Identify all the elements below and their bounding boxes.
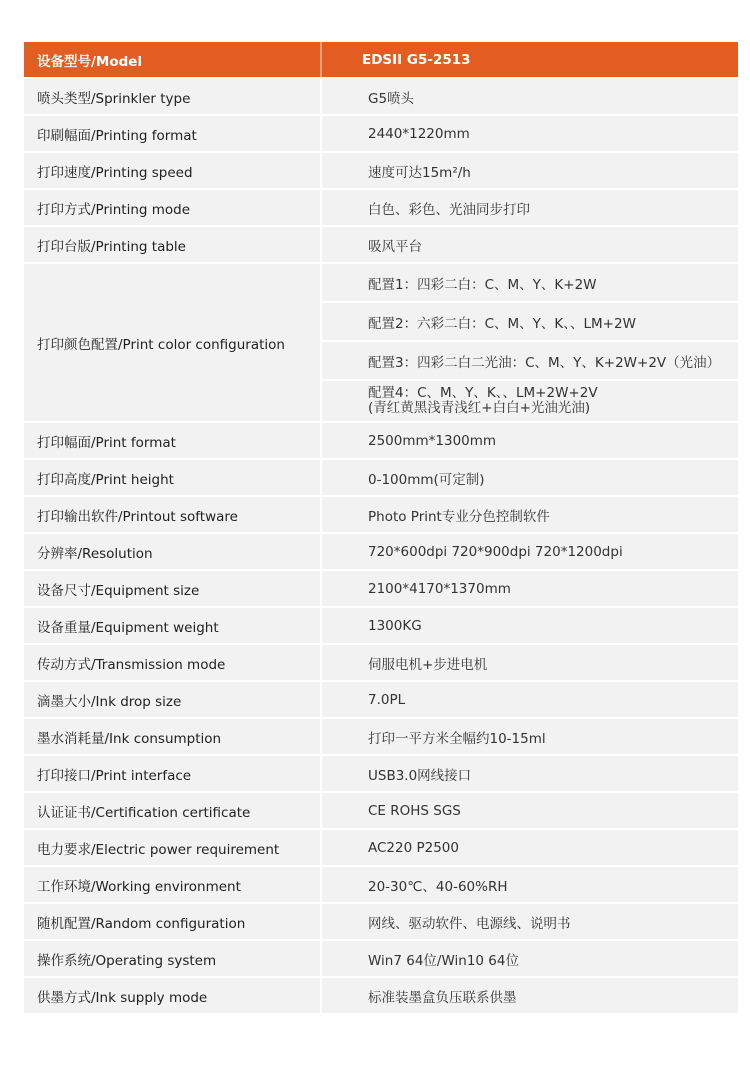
row-label: 工作环境/Working environment bbox=[24, 867, 322, 902]
row-label: 随机配置/Random configuration bbox=[24, 904, 322, 939]
row-value: 7.0PL bbox=[368, 691, 406, 708]
table-row bbox=[24, 904, 738, 941]
row-label: 打印台版/Printing table bbox=[24, 227, 322, 262]
table-row bbox=[24, 190, 738, 227]
row-label: 设备尺寸/Equipment size bbox=[24, 571, 322, 606]
spec-table bbox=[24, 42, 738, 1015]
table-row bbox=[24, 534, 738, 571]
row-value: 白色、彩色、光油同步打印 bbox=[368, 201, 530, 218]
row-label: 传动方式/Transmission mode bbox=[24, 645, 322, 680]
color-config-item: 配置1：四彩二白：C、M、Y、K+2W bbox=[322, 264, 738, 303]
row-label: 分辨率/Resolution bbox=[24, 534, 322, 569]
row-value: 伺服电机+步进电机 bbox=[368, 656, 488, 673]
row-value: 打印一平方米全幅约10-15ml bbox=[368, 730, 546, 747]
row-label: 滴墨大小/Ink drop size bbox=[24, 682, 322, 717]
row-label: 设备重量/Equipment weight bbox=[24, 608, 322, 643]
table-row bbox=[24, 682, 738, 719]
row-value: 0-100mm(可定制) bbox=[368, 471, 485, 488]
row-label: 操作系统/Operating system bbox=[24, 941, 322, 976]
color-config-item: 配置3：四彩二白二光油：C、M、Y、K+2W+2V（光油） bbox=[322, 342, 738, 381]
row-label: 电力要求/Electric power requirement bbox=[24, 830, 322, 865]
row-value: G5喷头 bbox=[368, 90, 415, 107]
color-config-item-line: 配置4：C、M、Y、K、、LM+2W+2V bbox=[368, 385, 598, 401]
row-label: 墨水消耗量/Ink consumption bbox=[24, 719, 322, 754]
row-label: 打印输出软件/Printout software bbox=[24, 497, 322, 532]
color-config-group bbox=[24, 264, 738, 423]
row-label: 喷头类型/Sprinkler type bbox=[24, 79, 322, 114]
header-model-value: EDSII G5-2513 bbox=[362, 51, 471, 68]
row-value: 1300KG bbox=[368, 617, 422, 634]
table-row bbox=[24, 830, 738, 867]
header-label: 设备型号/Model bbox=[24, 42, 322, 77]
table-row bbox=[24, 793, 738, 830]
table-row bbox=[24, 153, 738, 190]
table-row bbox=[24, 608, 738, 645]
table-row bbox=[24, 719, 738, 756]
row-value: Photo Print专业分色控制软件 bbox=[368, 508, 550, 525]
table-row bbox=[24, 978, 738, 1015]
table-row bbox=[24, 571, 738, 608]
row-value: 2500mm*1300mm bbox=[368, 432, 497, 449]
row-label: 打印方式/Printing mode bbox=[24, 190, 322, 225]
color-config-values bbox=[322, 264, 738, 421]
row-label: 打印高度/Print height bbox=[24, 460, 322, 495]
table-row bbox=[24, 941, 738, 978]
table-row bbox=[24, 756, 738, 793]
row-label: 打印幅面/Print format bbox=[24, 423, 322, 458]
row-value: 吸风平台 bbox=[368, 238, 422, 255]
row-value: 速度可达15m²/h bbox=[368, 164, 471, 181]
row-value: 20-30℃、40-60%RH bbox=[368, 878, 508, 895]
row-value: 2100*4170*1370mm bbox=[368, 580, 511, 597]
table-row bbox=[24, 460, 738, 497]
row-value: 网线、驱动软件、电源线、说明书 bbox=[368, 915, 571, 932]
table-row bbox=[24, 497, 738, 534]
row-label: 打印速度/Printing speed bbox=[24, 153, 322, 188]
row-value: 标准装墨盒负压联系供墨 bbox=[368, 989, 517, 1006]
color-config-item: 配置2：六彩二白：C、M、Y、K、、LM+2W bbox=[322, 303, 738, 342]
table-row bbox=[24, 227, 738, 264]
table-row bbox=[24, 423, 738, 460]
row-value: CE ROHS SGS bbox=[368, 802, 461, 819]
row-label: 打印接口/Print interface bbox=[24, 756, 322, 791]
table-row bbox=[24, 867, 738, 904]
color-config-item-line: (青红黄黑浅青浅红+白白+光油光油) bbox=[368, 400, 591, 416]
table-row bbox=[24, 79, 738, 116]
row-value: Win7 64位/Win10 64位 bbox=[368, 952, 519, 969]
color-config-label: 打印颜色配置/Print color configuration bbox=[24, 264, 322, 421]
row-value: USB3.0网线接口 bbox=[368, 767, 472, 784]
header-row bbox=[24, 42, 738, 79]
row-label: 认证证书/Certification certificate bbox=[24, 793, 322, 828]
row-value: 2440*1220mm bbox=[368, 125, 470, 142]
table-row bbox=[24, 645, 738, 682]
row-value: AC220 P2500 bbox=[368, 839, 459, 856]
color-config-item bbox=[322, 381, 738, 421]
row-label: 印刷幅面/Printing format bbox=[24, 116, 322, 151]
row-label: 供墨方式/Ink supply mode bbox=[24, 978, 322, 1013]
table-row bbox=[24, 116, 738, 153]
row-value: 720*600dpi 720*900dpi 720*1200dpi bbox=[368, 543, 623, 560]
